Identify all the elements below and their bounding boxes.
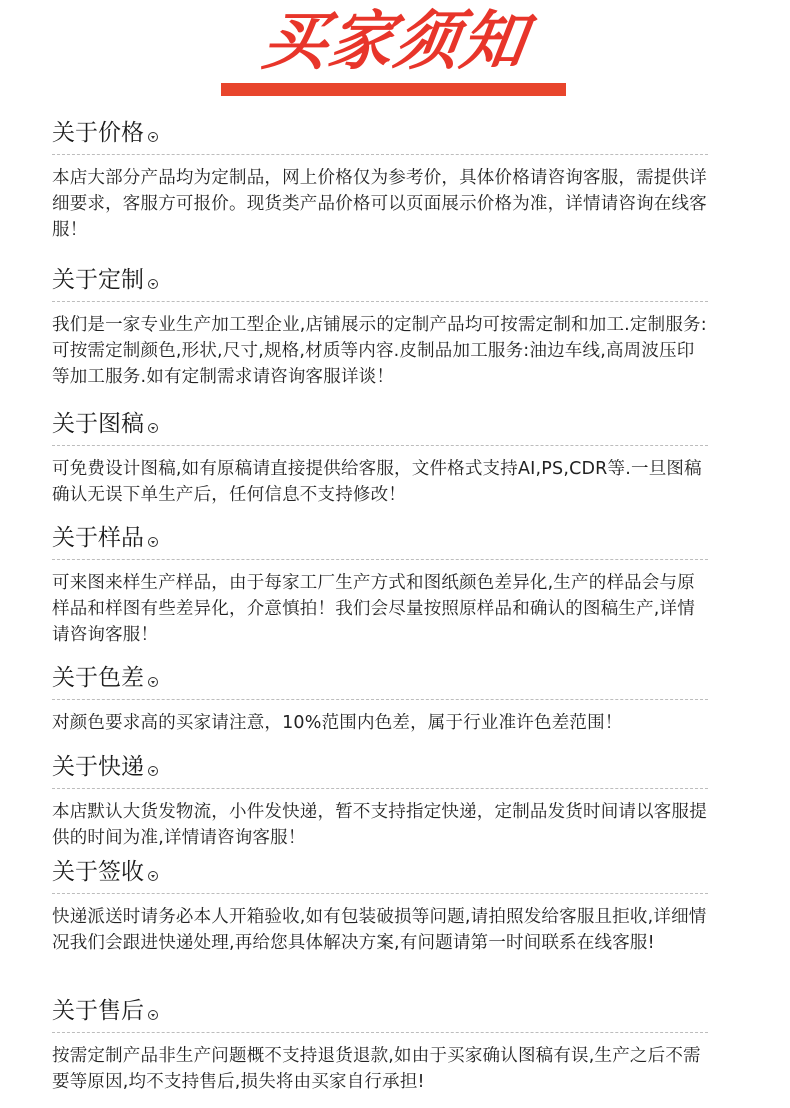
section-body: 按需定制产品非生产问题概不支持退货退款,如由于买家确认图稿有误,生产之后不需要等原因,均不支持售后,损失将由买家自行承担!	[52, 1046, 701, 1092]
section-body: 本店默认大货发物流，小件发快递，暂不支持指定快递，定制品发货时间请以客服提供的时间为准,详情请咨询客服！	[52, 802, 707, 848]
circle-down-icon	[148, 537, 158, 547]
section-heading	[52, 752, 708, 782]
section-heading-text: 关于快递	[52, 754, 144, 780]
section-heading	[52, 857, 708, 887]
divider	[52, 154, 708, 155]
divider	[52, 559, 708, 560]
circle-down-icon	[148, 132, 158, 142]
divider	[52, 301, 708, 302]
divider	[52, 445, 708, 446]
circle-down-icon	[148, 1010, 158, 1020]
section-heading-text: 关于签收	[52, 859, 144, 885]
section-body: 快递派送时请务必本人开箱验收,如有包装破损等问题,请拍照发给客服且拒收,详细情况我们会跟进快递处理,再给您具体解决方案,有问题请第一时间联系在线客服!	[52, 907, 707, 953]
section-custom	[52, 265, 708, 390]
section-heading-text: 关于样品	[52, 525, 144, 551]
section-heading	[52, 996, 708, 1026]
divider	[52, 893, 708, 894]
section-body: 对颜色要求高的买家请注意，10%范围内色差，属于行业准许色差范围！	[52, 713, 623, 733]
circle-down-icon	[148, 871, 158, 881]
circle-down-icon	[148, 279, 158, 289]
section-heading	[52, 409, 708, 439]
circle-down-icon	[148, 766, 158, 776]
section-sample	[52, 523, 708, 648]
section-heading-text: 关于售后	[52, 998, 144, 1024]
section-heading	[52, 523, 708, 553]
section-heading-text: 关于色差	[52, 665, 144, 691]
section-body: 可来图来样生产样品，由于每家工厂生产方式和图纸颜色差异化,生产的样品会与原样品和样图有些差异化，介意慎拍！我们会尽量按照原样品和确认的图稿生产,详情请咨询客服！	[52, 573, 695, 645]
section-after-sales	[52, 996, 708, 1095]
section-heading-text: 关于定制	[52, 267, 144, 293]
section-color-difference	[52, 663, 708, 736]
section-heading	[52, 118, 708, 148]
section-heading	[52, 663, 708, 693]
section-body: 我们是一家专业生产加工型企业,店铺展示的定制产品均可按需定制和加工.定制服务:可按需定制颜色,形状,尺寸,规格,材质等内容.皮制品加工服务:油边车线,高周波压印等加工服务.如有定制需求请咨询客服详谈！	[52, 315, 707, 387]
header	[0, 0, 790, 100]
section-body: 本店大部分产品均为定制品，网上价格仅为参考价，具体价格请咨询客服，需提供详细要求，客服方可报价。现货类产品价格可以页面展示价格为准，详情请咨询在线客服！	[52, 168, 707, 240]
section-heading-text: 关于图稿	[52, 411, 144, 437]
section-price	[52, 118, 708, 243]
section-body: 可免费设计图稿,如有原稿请直接提供给客服，文件格式支持AI,PS,CDR等.一旦图稿确认无误下单生产后，任何信息不支持修改！	[52, 459, 702, 505]
section-heading	[52, 265, 708, 295]
divider	[52, 788, 708, 789]
divider	[52, 1032, 708, 1033]
title-underline-bar	[221, 83, 566, 96]
section-receipt	[52, 857, 708, 956]
circle-down-icon	[148, 677, 158, 687]
page-title: 买家须知	[257, 5, 533, 79]
section-heading-text: 关于价格	[52, 120, 144, 146]
section-artwork	[52, 409, 708, 508]
section-shipping	[52, 752, 708, 851]
divider	[52, 699, 708, 700]
circle-down-icon	[148, 423, 158, 433]
